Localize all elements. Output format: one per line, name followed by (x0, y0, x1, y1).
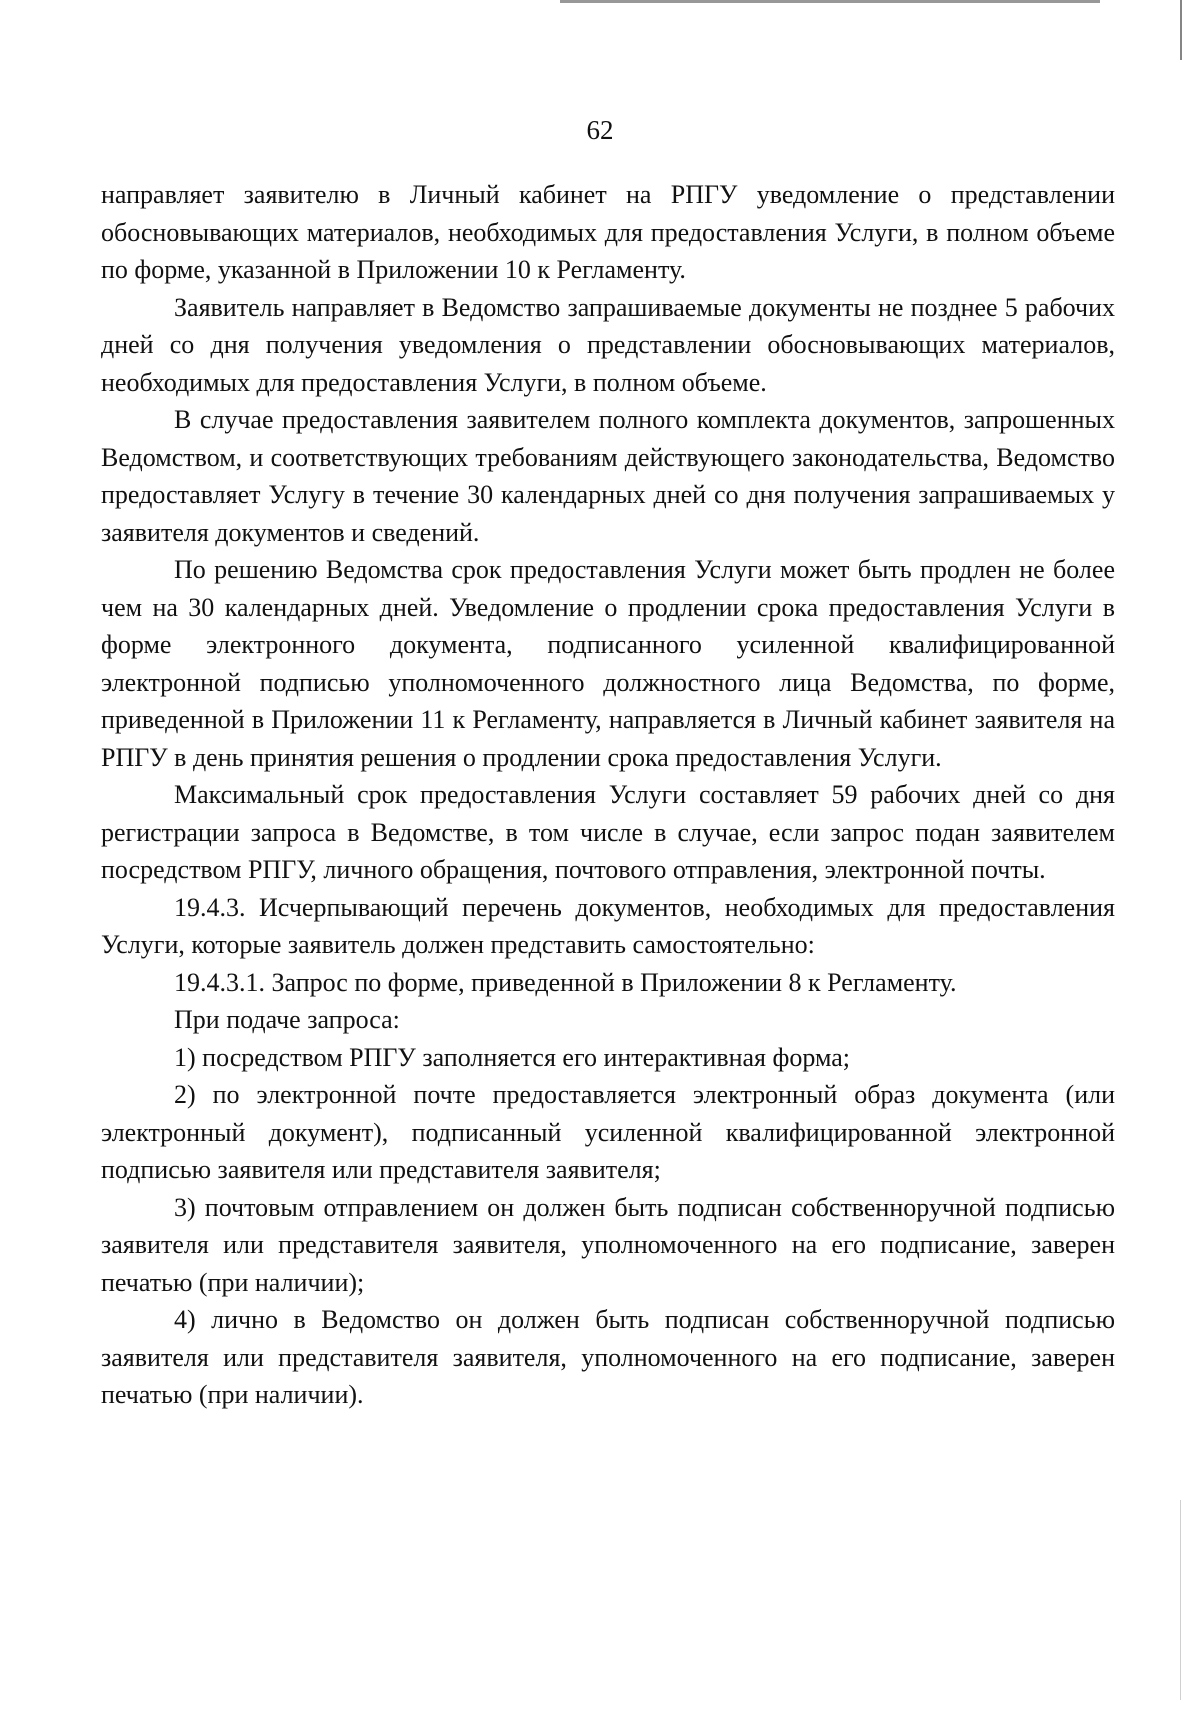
paragraph: В случае предоставления заявителем полного комплекта документов, запрошенных Ведомством, и соответствующих требованиям действующего законодательства, Ведомство предоставляет Услугу в течение 30 календарных дней со дня получения запрашиваемых у заявителя документов и сведений. (101, 405, 1115, 547)
paragraph: 1) посредством РПГУ заполняется его интерактивная форма; (174, 1042, 850, 1072)
paragraph: По решению Ведомства срок предоставления Услуги может быть продлен не более чем на 30 календарных дней. Уведомление о продлении срока предоставления Услуги в форме электронного документа, подписанного усиленной квалифицированной электронной подписью уполномоченного должностного лица Ведомства, по форме, приведенной в Приложении 11 к Регламенту, направляется в Личный кабинет заявителя на РПГУ в день принятия решения о продлении срока предоставления Услуги. (101, 555, 1115, 772)
scan-edge-top (560, 0, 1100, 3)
scan-edge-right-lower (1180, 1500, 1181, 1700)
scan-edge-right (1180, 0, 1182, 60)
paragraph: Максимальный срок предоставления Услуги составляет 59 рабочих дней со дня регистрации запроса в Ведомстве, в том числе в случае, если запрос подан заявителем посредством РПГУ, личного обращения, почтового отправления, электронной почты. (101, 780, 1115, 884)
paragraph: Заявитель направляет в Ведомство запрашиваемые документы не позднее 5 рабочих дней со дня получения уведомления о представлении обосновывающих материалов, необходимых для предоставления Услуги, в полном объеме. (101, 292, 1115, 397)
paragraph: 19.4.3.1. Запрос по форме, приведенной в Приложении 8 к Регламенту. (174, 967, 957, 997)
document-body (101, 176, 1115, 1414)
paragraph: При подаче запроса: (174, 1005, 400, 1034)
paragraph: направляет заявителю в Личный кабинет на РПГУ уведомление о представлении обосновывающих материалов, необходимых для предоставления Услуги, в полном объеме по форме, указанной в Приложении 10 к Регламенту. (101, 180, 1115, 284)
paragraph: 2) по электронной почте предоставляется электронный образ документа (или электронный документ), подписанный усиленной квалифицированной электронной подписью заявителя или представителя заявителя; (101, 1080, 1115, 1184)
paragraph: 4) лично в Ведомство он должен быть подписан собственноручной подписью заявителя или представителя заявителя, уполномоченного на его подписание, заверен печатью (при наличии). (101, 1305, 1115, 1409)
paragraph: 19.4.3. Исчерпывающий перечень документов, необходимых для предоставления Услуги, которые заявитель должен представить самостоятельно: (101, 892, 1115, 959)
page-number: 62 (586, 115, 614, 145)
paragraph: 3) почтовым отправлением он должен быть подписан собственноручной подписью заявителя или представителя заявителя, уполномоченного на его подписание, заверен печатью (при наличии); (101, 1192, 1115, 1297)
